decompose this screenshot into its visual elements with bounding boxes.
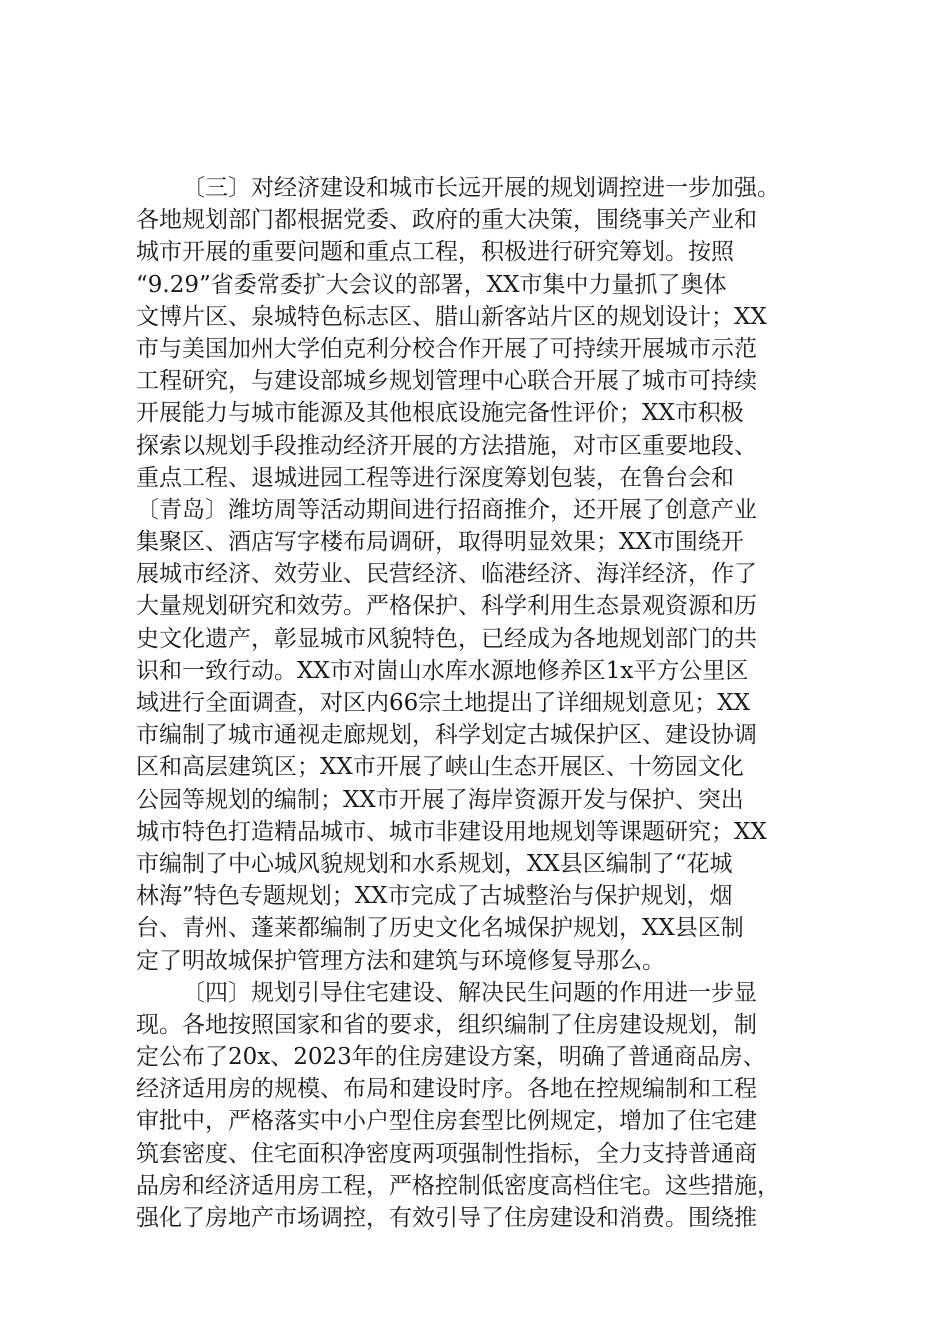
paragraph-line: 市编制了城市通视走廊规划，科学划定古城保护区、建设协调 xyxy=(136,722,757,749)
paragraph-line: 筑套密度、住宅面积净密度两项强制性指标，全力支持普通商 xyxy=(136,1140,757,1167)
paragraph-line: 重点工程、退城进园工程等进行深度筹划包装，在鲁台会和 xyxy=(136,464,734,491)
paragraph-line: 大量规划研究和效劳。严格保护、科学利用生态景观资源和历 xyxy=(136,593,757,620)
paragraph-line: 〔三〕对经济建设和城市长远开展的规划调控进一步加强。 xyxy=(182,175,780,201)
paragraph-line: 区和高层建筑区；XX市开展了峡山生态开展区、十笏园文化 xyxy=(136,754,744,781)
paragraph-line: 定了明故城保护管理方法和建筑与环境修复导那么。 xyxy=(136,947,665,974)
paragraph-line: 展城市经济、效劳业、民营经济、临港经济、海洋经济，作了 xyxy=(136,561,757,588)
paragraph-line: 经济适用房的规模、布局和建设时序。各地在控规编制和工程 xyxy=(136,1076,757,1103)
paragraph-line: 〔四〕规划引导住宅建设、解决民生问题的作用进一步显 xyxy=(182,979,757,1006)
paragraph-line: 审批中，严格落实中小户型住房套型比例规定，增加了住宅建 xyxy=(136,1108,757,1135)
paragraph-line: “9.29”省委常委扩大会议的部署，XX市集中力量抓了奥体 xyxy=(136,271,727,298)
paragraph-line: 定公布了20x、2023年的住房建设方案，明确了普通商品房、 xyxy=(136,1044,766,1071)
paragraph-line: 台、青州、蓬莱都编制了历史文化名城保护规划，XX县区制 xyxy=(136,915,744,942)
paragraph-line: 识和一致行动。XX市对崮山水库水源地修养区1x平方公里区 xyxy=(136,657,749,684)
paragraph-line: 市与美国加州大学伯克利分校合作开展了可持续开展城市示范 xyxy=(136,335,757,362)
document-body xyxy=(136,172,826,1234)
paragraph-line: 探索以规划手段推动经济开展的方法措施，对市区重要地段、 xyxy=(136,432,757,459)
paragraph-line: 市编制了中心城风貌规划和水系规划，XX县区编制了“花城 xyxy=(136,850,733,877)
paragraph-line: 现。各地按照国家和省的要求，组织编制了住房建设规划，制 xyxy=(136,1011,757,1038)
paragraph-line: 文博片区、泉城特色标志区、腊山新客站片区的规划设计；XX xyxy=(136,303,767,330)
paragraph-line: 城市特色打造精品城市、城市非建设用地规划等课题研究；XX xyxy=(136,818,767,845)
paragraph-line: 工程研究，与建设部城乡规划管理中心联合开展了城市可持续 xyxy=(136,368,757,395)
paragraph-line: 集聚区、酒店写字楼布局调研，取得明显效果；XX市围绕开 xyxy=(136,529,744,556)
paragraph-line: 各地规划部门都根据党委、政府的重大决策，围绕事关产业和 xyxy=(136,207,757,234)
paragraph-line: 城市开展的重要问题和重点工程，积极进行研究筹划。按照 xyxy=(136,239,734,266)
paragraph-line: 史文化遗产，彰显城市风貌特色，已经成为各地规划部门的共 xyxy=(136,625,757,652)
paragraph-line: 强化了房地产市场调控，有效引导了住房建设和消费。围绕推 xyxy=(136,1205,757,1231)
paragraph-line: 开展能力与城市能源及其他根底设施完备性评价；XX市积极 xyxy=(136,400,744,427)
paragraph-line: 公园等规划的编制；XX市开展了海岸资源开发与保护、突出 xyxy=(136,786,744,813)
paragraph-line: 品房和经济适用房工程，严格控制低密度高档住宅。这些措施， xyxy=(136,1172,780,1199)
paragraph-line: 域进行全面调查，对区内66宗土地提出了详细规划意见；XX xyxy=(136,690,751,716)
paragraph-line: 林海”特色专题规划；XX市完成了古城整治与保护规划，烟 xyxy=(136,883,733,910)
paragraph-line: 〔青岛〕潍坊周等活动期间进行招商推介，还开展了创意产业 xyxy=(136,496,757,523)
